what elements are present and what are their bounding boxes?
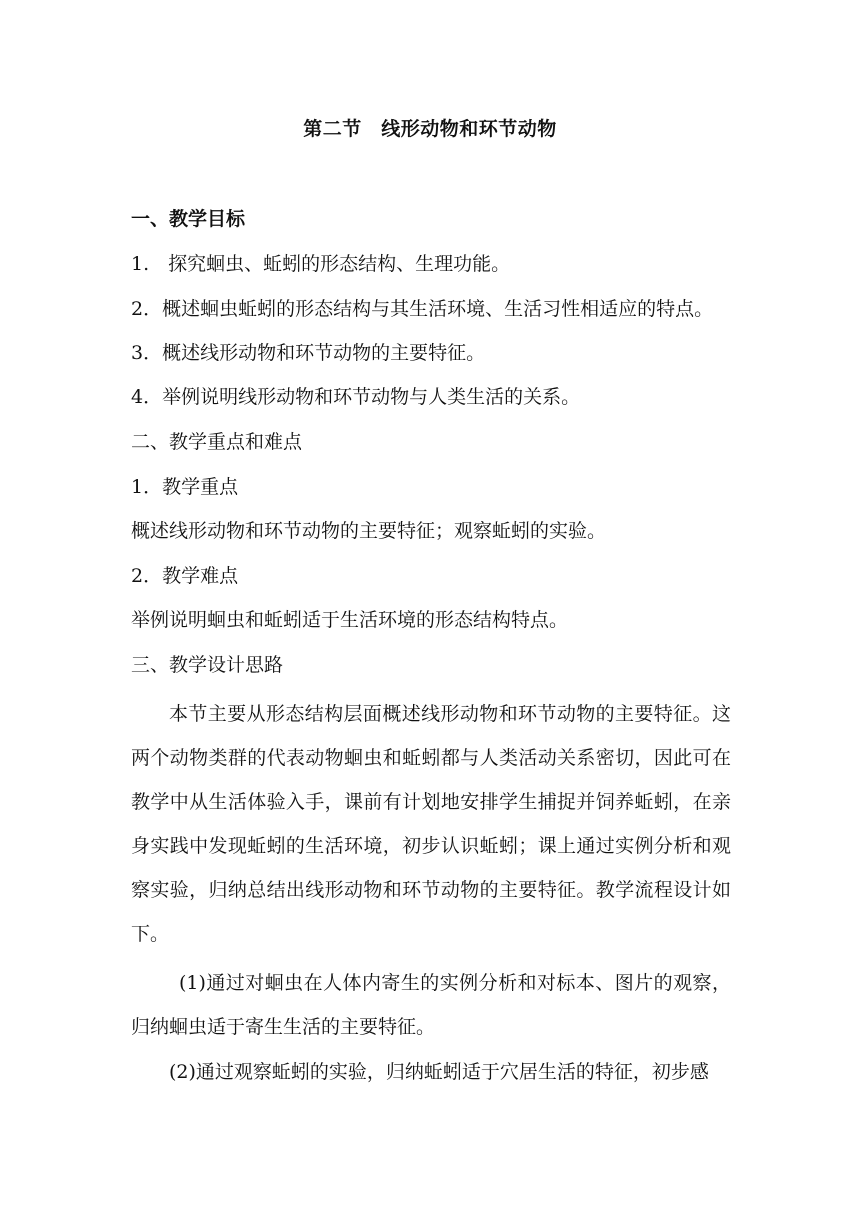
key-point-text: 概述线形动物和环节动物的主要特征；观察蚯蚓的实验。 bbox=[131, 520, 607, 542]
difficulty-text: 举例说明蛔虫和蚯蚓适于生活环境的形态结构特点。 bbox=[131, 609, 569, 631]
heading-key-and-difficult-points: 二、教学重点和难点 bbox=[131, 431, 303, 453]
heading-teaching-objectives: 一、教学目标 bbox=[131, 208, 246, 230]
heading-design-approach: 三、教学设计思路 bbox=[131, 654, 284, 676]
objective-item: 3．概述线形动物和环节动物的主要特征。 bbox=[131, 342, 486, 364]
design-step-1: (1)通过对蛔虫在人体内寄生的实例分析和对标本、图片的观察，归纳蛔虫适于寄生生活的主要特征。 bbox=[131, 972, 731, 1038]
objective-item: 1. 探究蛔虫、蚯蚓的形态结构、生理功能。 bbox=[131, 253, 511, 275]
design-step-2: (2)通过观察蚯蚓的实验，归纳蚯蚓适于穴居生活的特征，初步感 bbox=[169, 1061, 709, 1083]
difficulty-label: 2．教学难点 bbox=[131, 565, 239, 587]
objective-item: 4．举例说明线形动物和环节动物与人类生活的关系。 bbox=[131, 386, 581, 408]
design-paragraph: 本节主要从形态结构层面概述线形动物和环节动物的主要特征。这两个动物类群的代表动物蛔虫和蚯蚓都与人类活动关系密切，因此可在教学中从生活体验入手，课前有计划地安排学生捕捉并饲养蚯蚓，在亲身实践中发现蚯蚓的生活环境，初步认识蚯蚓；课上通过实例分析和观察实验，归纳总结出线形动物和环节动物的主要特征。教学流程设计如下。 bbox=[131, 703, 731, 945]
objective-item: 2．概述蛔虫蚯蚓的形态结构与其生活环境、生活习性相适应的特点。 bbox=[131, 298, 714, 320]
section-title: 第二节 线形动物和环节动物 bbox=[303, 118, 557, 140]
key-point-label: 1．教学重点 bbox=[131, 476, 239, 498]
